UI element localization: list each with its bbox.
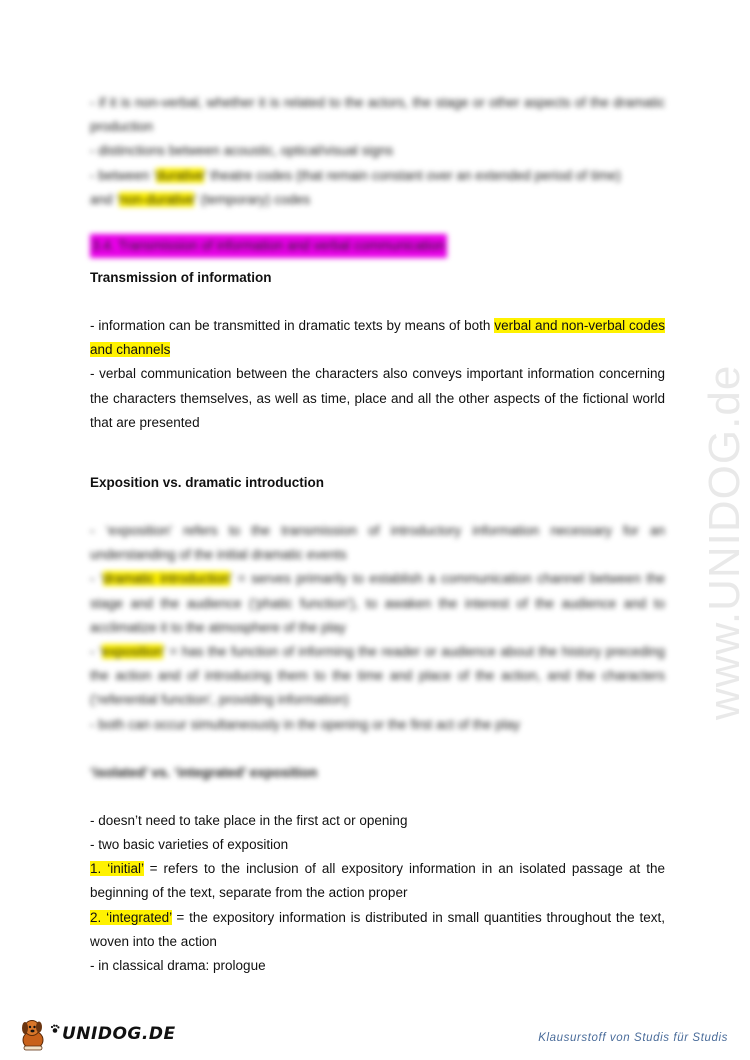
highlight: 1. ‘initial’: [90, 861, 144, 877]
page-content: [90, 91, 665, 978]
blurred-exposition: [90, 519, 665, 785]
paragraph: - distinctions between acoustic, optical/visual signs: [90, 143, 394, 159]
dog-mascot-icon: [18, 1016, 48, 1052]
paragraph: - information can be transmitted in dramatic texts by means of both verbal and non-verbal codes and channels: [90, 318, 666, 358]
paragraph: - two basic varieties of exposition: [90, 837, 289, 853]
highlight: verbal and non-verbal codes and channels: [90, 318, 666, 358]
blurred-intro: [90, 91, 665, 212]
paragraph: - both can occur simultaneously in the opening or the first act of the play: [90, 716, 520, 732]
paragraph: and ‘non-durative’ (temporary) codes: [90, 191, 311, 207]
paragraph: - if it is non-verbal, whether it is related to the actors, the stage or other aspects of the dramatic production: [90, 95, 665, 135]
paragraph: - in classical drama: prologue: [90, 958, 266, 974]
logo-text: UNIDOG.DE: [62, 1024, 176, 1044]
footer-slogan: Klausurstoff von Studis für Studis: [538, 1032, 728, 1044]
paragraph: 1. ‘initial’ = refers to the inclusion of all expository information in an isolated passage at the beginning of the text, separate from the action proper: [90, 861, 665, 901]
highlight: dramatic introduction: [102, 571, 230, 587]
watermark: www.UNIDOG.de: [700, 364, 749, 720]
unidog-logo[interactable]: [18, 1016, 176, 1052]
highlight: 2. ‘integrated’: [90, 909, 172, 925]
section-heading: 3.4. Transmission of information and verbal communication: [90, 234, 447, 258]
paragraph: - ‘exposition’ = has the function of informing the reader or audience about the history preceding the action and of introducing them to the time and place of the action, and the characters (‘referential function’, providing information): [90, 644, 666, 708]
subheading-exposition: Exposition vs. dramatic introduction: [90, 475, 325, 491]
highlight: exposition: [101, 644, 163, 660]
subheading-isolated-integrated: ‘isolated’ vs. ‘integrated’ exposition: [90, 764, 318, 780]
paragraph: - between ‘durative’ theatre codes (that remain constant over an extended period of time): [90, 167, 621, 183]
paragraph: - ‘exposition’ refers to the transmission of introductory information necessary for an understanding of the initial dramatic events: [90, 523, 665, 563]
highlight: non-durative: [119, 191, 195, 207]
paw-icon: [50, 1024, 60, 1034]
paragraph: - verbal communication between the characters also conveys important information concerning the characters themselves, as well as time, place and all the other aspects of the fictional world that are presented: [90, 366, 665, 430]
paragraph: - doesn’t need to take place in the first act or opening: [90, 812, 408, 828]
paragraph: 2. ‘integrated’ = the expository information is distributed in small quantities throughout the text, woven into the action: [90, 909, 665, 949]
paragraph: - ‘dramatic introduction’ = serves primarily to establish a communication channel between the stage and the audience (‘phatic function’), to awaken the interest of the audience and to acclimatize it to the atmosphere of the play: [90, 571, 665, 635]
highlight: durative: [156, 167, 205, 183]
subheading-transmission: Transmission of information: [90, 270, 272, 286]
